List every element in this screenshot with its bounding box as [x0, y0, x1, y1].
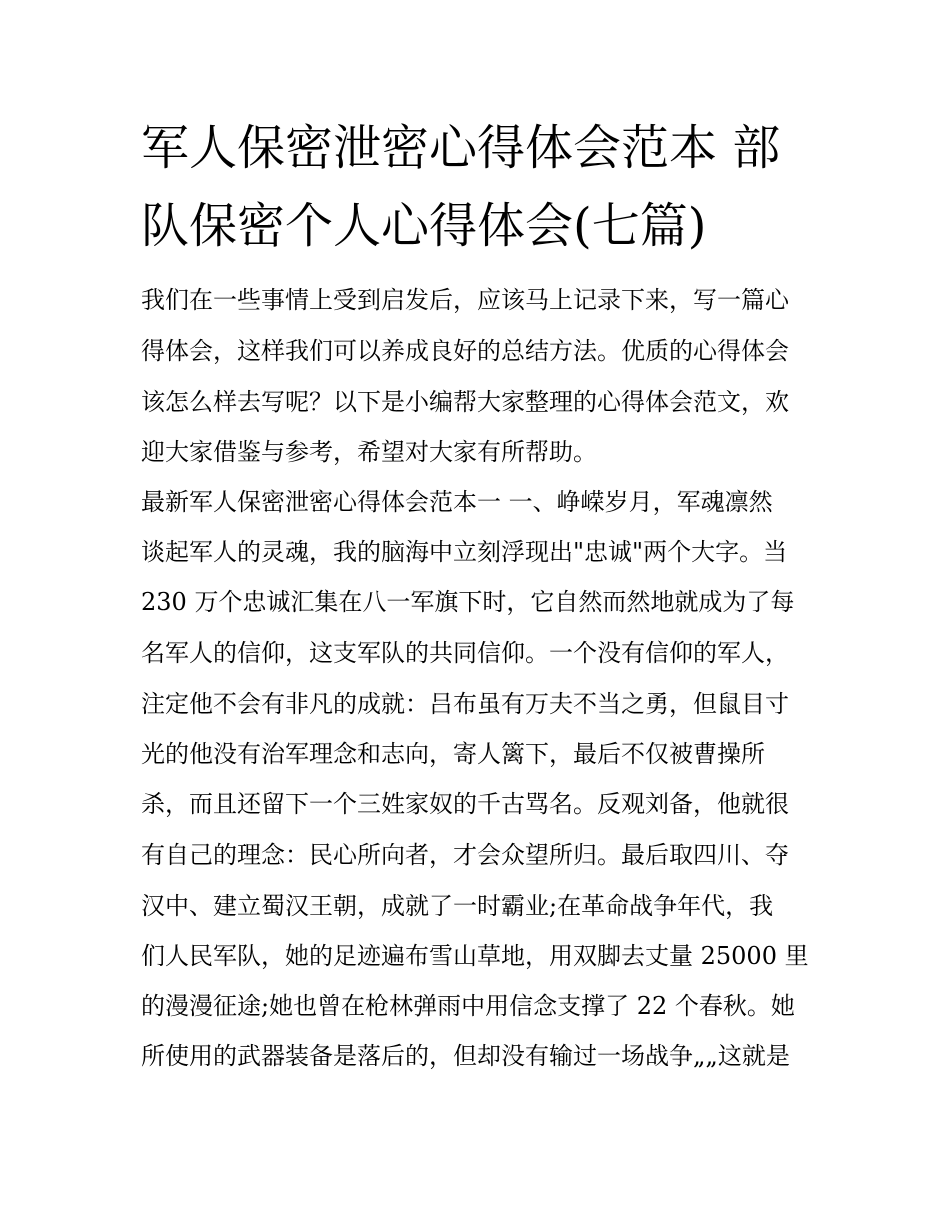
- paragraph-line-1: 我们在一些事情上受到启发后，应该马上记录下来，写一篇心: [141, 286, 789, 314]
- paragraph-line-14: 们人民军队，她的足迹遍布雪山草地，用双脚去丈量 25000 里: [141, 942, 809, 970]
- document-title-line-2: 队保密个人心得体会(七篇): [141, 198, 707, 254]
- paragraph-line-8: 名军人的信仰，这支军队的共同信仰。一个没有信仰的军人，: [141, 639, 789, 667]
- paragraph-line-3: 该怎么样去写呢？以下是小编帮大家整理的心得体会范文，欢: [141, 388, 789, 416]
- paragraph-line-13: 汉中、建立蜀汉王朝，成就了一时霸业;在革命战争年代，我: [141, 892, 774, 920]
- paragraph-line-15: 的漫漫征途;她也曾在枪林弹雨中用信念支撑了 22 个春秋。她: [141, 992, 795, 1020]
- paragraph-line-16: 所使用的武器装备是落后的，但却没有输过一场战争„„这就是: [141, 1042, 790, 1070]
- paragraph-line-6: 谈起军人的灵魂，我的脑海中立刻浮现出"忠诚"两个大字。当: [141, 538, 788, 566]
- paragraph-line-11: 杀，而且还留下一个三姓家奴的千古骂名。反观刘备，他就很: [141, 790, 789, 818]
- paragraph-line-4: 迎大家借鉴与参考，希望对大家有所帮助。: [141, 438, 597, 466]
- paragraph-line-9: 注定他不会有非凡的成就：吕布虽有万夫不当之勇，但鼠目寸: [141, 690, 789, 718]
- paragraph-line-2: 得体会，这样我们可以养成良好的总结方法。优质的心得体会: [141, 337, 789, 365]
- paragraph-line-12: 有自己的理念：民心所向者，才会众望所归。最后取四川、夺: [141, 841, 789, 869]
- document-title-line-1: 军人保密泄密心得体会范本 部: [141, 120, 781, 176]
- paragraph-line-7: 230 万个忠诚汇集在八一军旗下时，它自然而然地就成为了每: [141, 588, 795, 616]
- paragraph-line-10: 光的他没有治军理念和志向，寄人篱下，最后不仅被曹操所: [141, 740, 765, 768]
- paragraph-line-5: 最新军人保密泄密心得体会范本一 一、峥嵘岁月，军魂凛然: [141, 488, 773, 516]
